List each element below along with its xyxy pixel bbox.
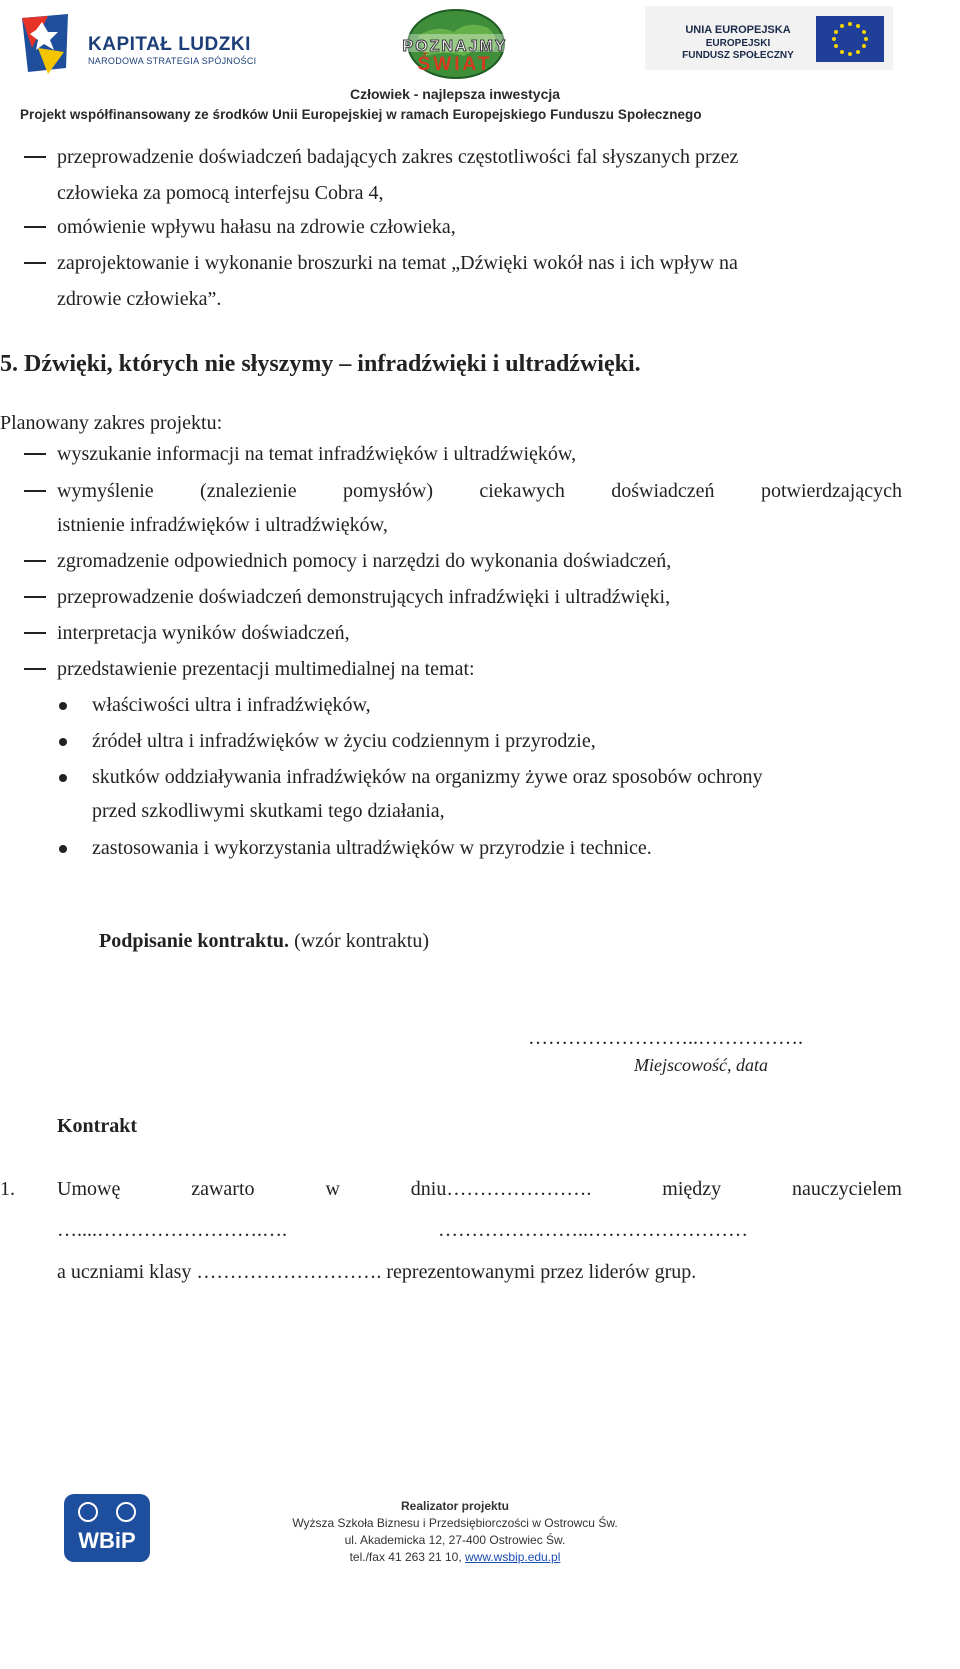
header-slogan: Człowiek - najlepsza inwestycja — [349, 86, 561, 102]
eu-flag-icon — [816, 16, 884, 62]
sub-item-3-line-2: przed szkodliwymi skutkami tego działania, — [92, 800, 445, 822]
footer-title: Realizator projektu — [400, 1499, 510, 1513]
word: Umowę — [57, 1178, 121, 1200]
kapital-ludzki-subtitle: NARODOWA STRATEGIA SPÓJNOŚCI — [88, 56, 257, 66]
dash-bullet — [24, 632, 46, 634]
word: ciekawych — [479, 480, 565, 502]
dash-bullet — [24, 226, 46, 228]
footer-contact — [270, 1550, 640, 1564]
dash-bullet — [24, 262, 46, 264]
section-5-item-2-line-2: istnienie infradźwięków i ultradźwięków, — [57, 514, 388, 536]
word: potwierdzających — [760, 480, 902, 502]
word: pomysłów) — [343, 480, 433, 502]
header-project-funding-line: Projekt współfinansowany ze środków Unii Europejskiej w ramach Europejskiego Funduszu Społecznego — [20, 107, 702, 122]
clause-1-dots-a: …....…………………….…. — [57, 1219, 287, 1241]
word: doświadczeń — [611, 480, 715, 502]
sub-item-2: źródeł ultra i infradźwięków w życiu codziennym i przyrodzie, — [92, 730, 596, 752]
clause-1-line-1 — [57, 1177, 902, 1201]
section-5-item-3: zgromadzenie odpowiednich pomocy i narzędzi do wykonania doświadczeń, — [57, 550, 672, 572]
footer-address: ul. Akademicka 12, 27-400 Ostrowiec Św. — [344, 1533, 566, 1547]
wsbip-logo-text: WBiP — [78, 1528, 136, 1553]
sub-item-3-line-1: skutków oddziaływania infradźwięków na organizmy żywe oraz sposobów ochrony — [92, 766, 763, 788]
place-date-dots: ……………………..……………. — [528, 1027, 803, 1049]
intro-item-1-line-1: przeprowadzenie doświadczeń badających zakres częstotliwości fal słyszanych przez — [57, 146, 739, 168]
dash-bullet — [24, 453, 46, 455]
page-header — [0, 0, 960, 130]
dash-bullet — [24, 560, 46, 562]
word: nauczycielem — [792, 1178, 902, 1200]
intro-item-2: omówienie wpływu hałasu na zdrowie człowieka, — [57, 216, 456, 238]
contract-signing-heading — [99, 929, 429, 953]
word: między — [662, 1178, 722, 1200]
intro-item-1-line-2: człowieka za pomocą interfejsu Cobra 4, — [57, 182, 384, 204]
section-5-heading: 5. Dźwięki, których nie słyszymy – infradźwięki i ultradźwięki. — [0, 351, 641, 377]
clause-1-line-3: a uczniami klasy ………………………. reprezentowanymi przez liderów grup. — [57, 1261, 697, 1283]
round-bullet — [59, 845, 67, 853]
section-5-item-5: interpretacja wyników doświadczeń, — [57, 622, 350, 644]
section-5-item-2-line-1 — [57, 479, 902, 503]
section-5-item-6: przedstawienie prezentacji multimedialnej na temat: — [57, 658, 475, 680]
section-5-item-4: przeprowadzenie doświadczeń demonstrujących infradźwięki i ultradźwięki, — [57, 586, 671, 608]
footer-school-name: Wyższa Szkoła Biznesu i Przedsiębiorczości w Ostrowcu Św. — [292, 1516, 618, 1530]
round-bullet — [59, 738, 67, 746]
section-5-lead: Planowany zakres projektu: — [0, 412, 223, 434]
word: zawarto — [191, 1178, 255, 1200]
word: wymyślenie — [57, 480, 154, 502]
dash-bullet — [24, 156, 46, 158]
dash-bullet — [24, 490, 46, 492]
kapital-ludzki-title: KAPITAŁ LUDZKI — [88, 34, 251, 55]
sub-item-1: właściwości ultra i infradźwięków, — [92, 694, 371, 716]
sub-item-4: zastosowania i wykorzystania ultradźwięków w przyrodzie i technice. — [92, 837, 652, 859]
contract-signing-bold: Podpisanie kontraktu. — [99, 930, 290, 952]
eu-label-european: EUROPEJSKI — [705, 38, 771, 49]
dash-bullet — [24, 668, 46, 670]
round-bullet — [59, 774, 67, 782]
eu-label-social-fund: FUNDUSZ SPOŁECZNY — [682, 50, 794, 61]
round-bullet — [59, 702, 67, 710]
word: dniu…………………. — [410, 1178, 592, 1200]
swiat-text: ŚWIAT — [417, 54, 493, 75]
word: (znalezienie — [200, 480, 297, 502]
section-5-item-1: wyszukanie informacji na temat infradźwięków i ultradźwięków, — [57, 443, 577, 465]
footer-phone: tel./fax 41 263 21 10, — [349, 1550, 466, 1564]
clause-1-number: 1. — [0, 1178, 15, 1200]
intro-item-3-line-2: zdrowie człowieka”. — [57, 288, 222, 310]
contract-title: Kontrakt — [57, 1115, 137, 1137]
eu-label-union: UNIA EUROPEJSKA — [685, 24, 791, 36]
footer-website-link[interactable]: www.wsbip.edu.pl — [465, 1550, 561, 1564]
dash-bullet — [24, 596, 46, 598]
poznajmy-text: POZNAJMY — [402, 38, 508, 55]
word: w — [325, 1178, 340, 1200]
place-date-label: Miejscowość, data — [634, 1055, 768, 1075]
intro-item-3-line-1: zaprojektowanie i wykonanie broszurki na temat „Dźwięki wokół nas i ich wpływ na — [57, 252, 738, 274]
clause-1-dots-b: …………………..…………………… — [438, 1219, 748, 1241]
contract-template-note: (wzór kontraktu) — [289, 930, 430, 952]
